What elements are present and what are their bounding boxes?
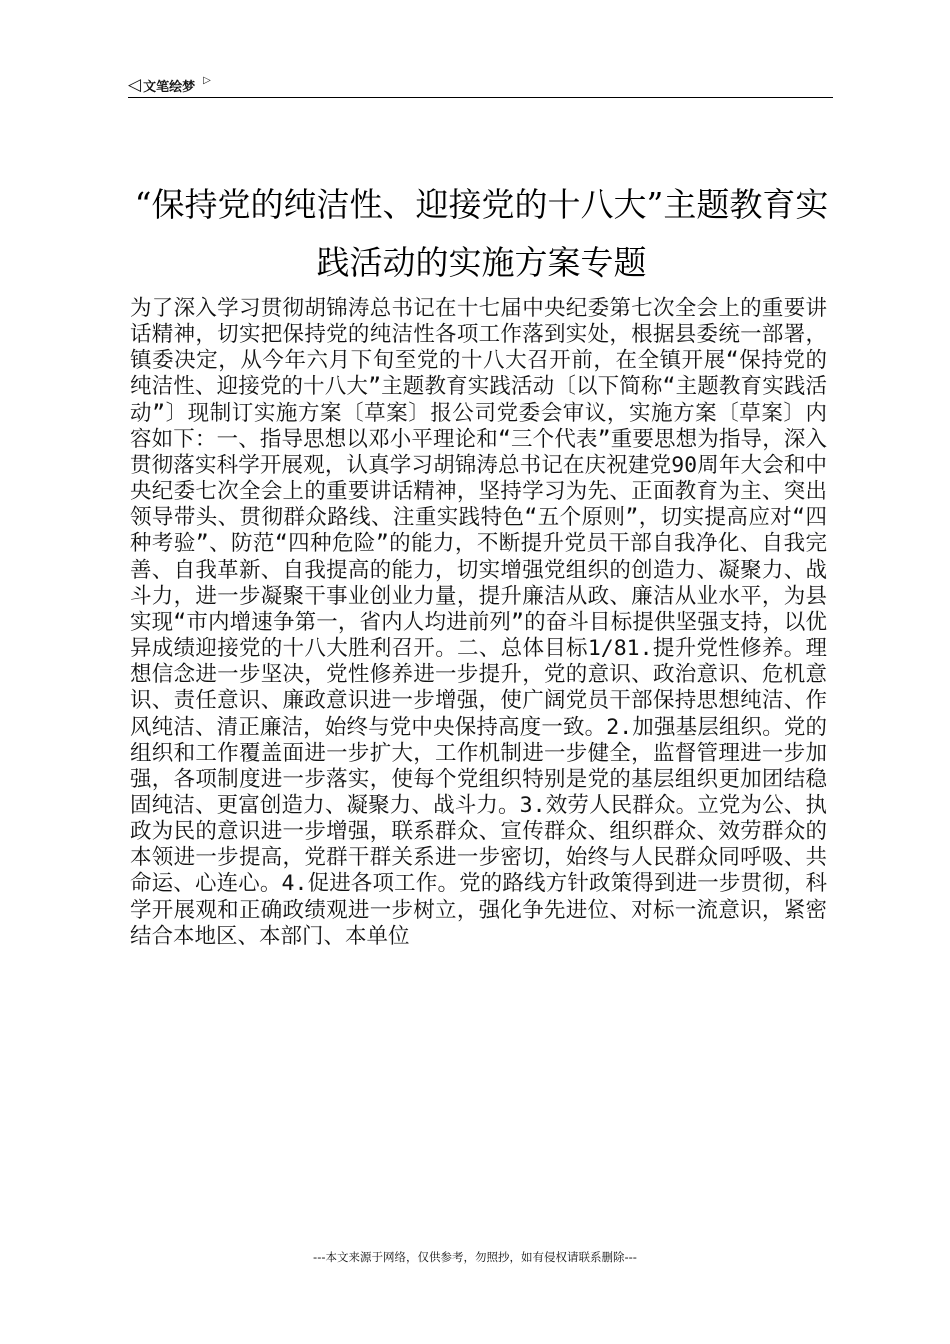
- page-header: [128, 72, 211, 98]
- header-divider: [128, 97, 833, 98]
- page-footer: ---本文来源于网络，仅供参考，勿照抄，如有侵权请联系删除---: [313, 1250, 637, 1264]
- triangle-left-icon: ◁: [128, 74, 142, 95]
- header-title: 文笔绘梦: [143, 79, 196, 95]
- document-title: “保持党的纯洁性、迎接党的十八大”主题教育实践活动的实施方案专题: [134, 185, 829, 282]
- triangle-right-icon: ▷: [203, 74, 211, 86]
- document-body: 为了深入学习贯彻胡锦涛总书记在十七届中央纪委第七次全会上的重要讲话精神，切实把保持党的纯洁性各项工作落到实处，根据县委统一部署，镇委决定，从今年六月下旬至党的十八大召开前，在全镇开展“保持党的纯洁性、迎接党的十八大”主题教育实践活动〔以下简称“主题教育实践活动”〕现制订实施方案〔草案〕报公司党委会审议，实施方案〔草案〕内容如下：一、指导思想以邓小平理论和“三个代表”重要思想为指导，深入贯彻落实科学开展观，认真学习胡锦涛总书记在庆祝建党90周年大会和中央纪委七次全会上的重要讲话精神，坚持学习为先、正面教育为主、突出领导带头、贯彻群众路线、注重实践特色“五个原则”，切实提高应对“四种考验”、防范“四种危险”的能力，不断提升党员干部自我净化、自我完善、自我革新、自我提高的能力，切实增强党组织的创造力、凝聚力、战斗力，进一步凝聚干事业创业力量，提升廉洁从政、廉洁从业水平，为县实现“市内增速争第一，省内人均进前列”的奋斗目标提供坚强支持，以优异成绩迎接党的十八大胜利召开。二、总体目标1/81.提升党性修养。理想信念进一步坚决，党性修养进一步提升，党的意识、政治意识、危机意识、责任意识、廉政意识进一步增强，使广阔党员干部保持思想纯洁、作风纯洁、清正廉洁，始终与党中央保持高度一致。2.加强基层组织。党的组织和工作覆盖面进一步扩大，工作机制进一步健全，监督管理进一步加强，各项制度进一步落实，使每个党组织特别是党的基层组织更加团结稳固纯洁、更富创造力、凝聚力、战斗力。3.效劳人民群众。立党为公、执政为民的意识进一步增强，联系群众、宣传群众、组织群众、效劳群众的本领进一步提高，党群干群关系进一步密切，始终与人民群众同呼吸、共命运、心连心。4.促进各项工作。党的路线方针政策得到进一步贯彻，科学开展观和正确政绩观进一步树立，强化争先进位、对标一流意识，紧密结合本地区、本部门、本单位: [130, 296, 827, 949]
